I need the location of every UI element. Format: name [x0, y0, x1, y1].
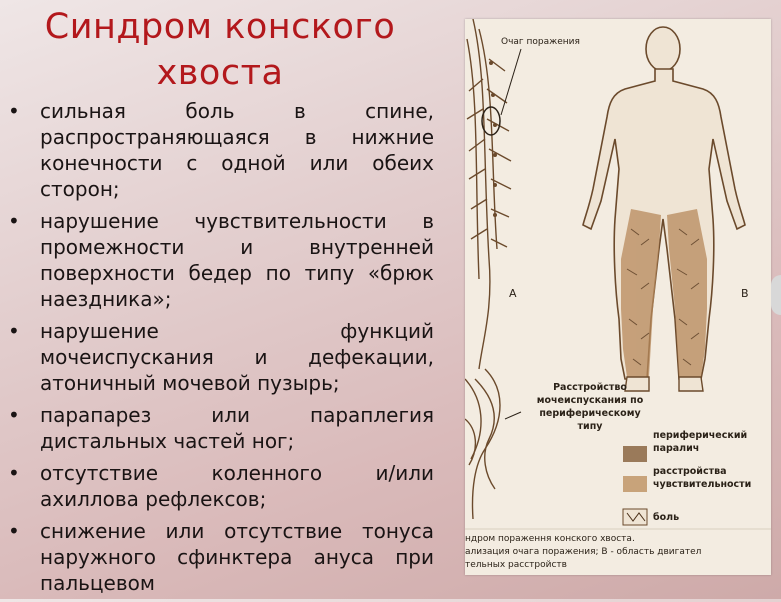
list-item	[6, 402, 434, 454]
bullet-icon: •	[8, 99, 20, 123]
legend-label: чувствительности	[653, 479, 752, 490]
affected-area	[621, 209, 707, 377]
title-line-1: Синдром конского	[44, 7, 396, 47]
bullet-icon: •	[8, 461, 20, 485]
list-item	[6, 208, 434, 312]
slide-title	[0, 4, 440, 96]
anatomy-figure	[465, 19, 771, 575]
caption-line: тельных расстройств	[465, 560, 567, 570]
bullet-icon: •	[8, 209, 20, 233]
side-scroll-button[interactable]	[771, 275, 781, 315]
label-lesion: Очаг поражения	[501, 37, 580, 47]
legend-sensory	[653, 465, 751, 491]
legend-swatch-sensory	[623, 476, 647, 492]
nerve-roots-illustration	[465, 19, 511, 519]
legend-label: боль	[653, 512, 680, 523]
legend-pain	[653, 511, 679, 524]
bullet-icon: •	[8, 403, 20, 427]
legend-paralysis	[653, 429, 747, 455]
legend-label: периферический	[653, 430, 748, 441]
label-urination-line: типу	[577, 421, 603, 432]
bullet-icon: •	[8, 319, 20, 343]
list-item	[6, 98, 434, 202]
bullet-icon: •	[8, 519, 20, 543]
symptom-list	[6, 98, 434, 602]
list-item	[6, 460, 434, 512]
label-urination-line: мочеиспускания по	[536, 395, 644, 406]
legend-label: паралич	[653, 443, 700, 454]
label-urination-line: Расстройство	[553, 382, 627, 393]
title-line-2: хвоста	[156, 53, 284, 93]
label-urination-line: периферическому	[539, 408, 641, 419]
label-urination	[525, 381, 655, 433]
list-item-text: сильная боль в спине, распространяющаяся в нижние конечности с одной или обеих сторон;	[40, 99, 434, 201]
list-item-text: отсутствие коленного и/или ахиллова рефлексов;	[40, 461, 434, 511]
label-b: B	[741, 287, 749, 300]
human-figure	[583, 27, 745, 379]
legend-label: расстройства	[653, 466, 727, 477]
legend-swatches	[623, 446, 647, 525]
list-item-text: нарушение функций мочеиспускания и дефекации, атоничный мочевой пузырь;	[40, 319, 434, 395]
caption-line: ализация очага поражения; В - область двигател	[465, 547, 702, 557]
list-item-text: нарушение чувствительности в промежности и внутренней поверхности бедер по типу «брюк наездника»;	[40, 209, 434, 311]
figure-caption	[465, 533, 701, 572]
list-item-text: парапарез или параплегия дистальных частей ног;	[40, 403, 434, 453]
label-a: A	[509, 287, 517, 300]
legend-swatch-pain	[623, 509, 647, 525]
list-item	[6, 318, 434, 396]
list-item	[6, 518, 434, 596]
list-item-text: снижение или отсутствие тонуса наружного сфинктера ануса при пальцевом	[40, 519, 434, 595]
caption-line: ндром пораження конского хвоста.	[465, 534, 635, 544]
legend-swatch-paralysis	[623, 446, 647, 462]
